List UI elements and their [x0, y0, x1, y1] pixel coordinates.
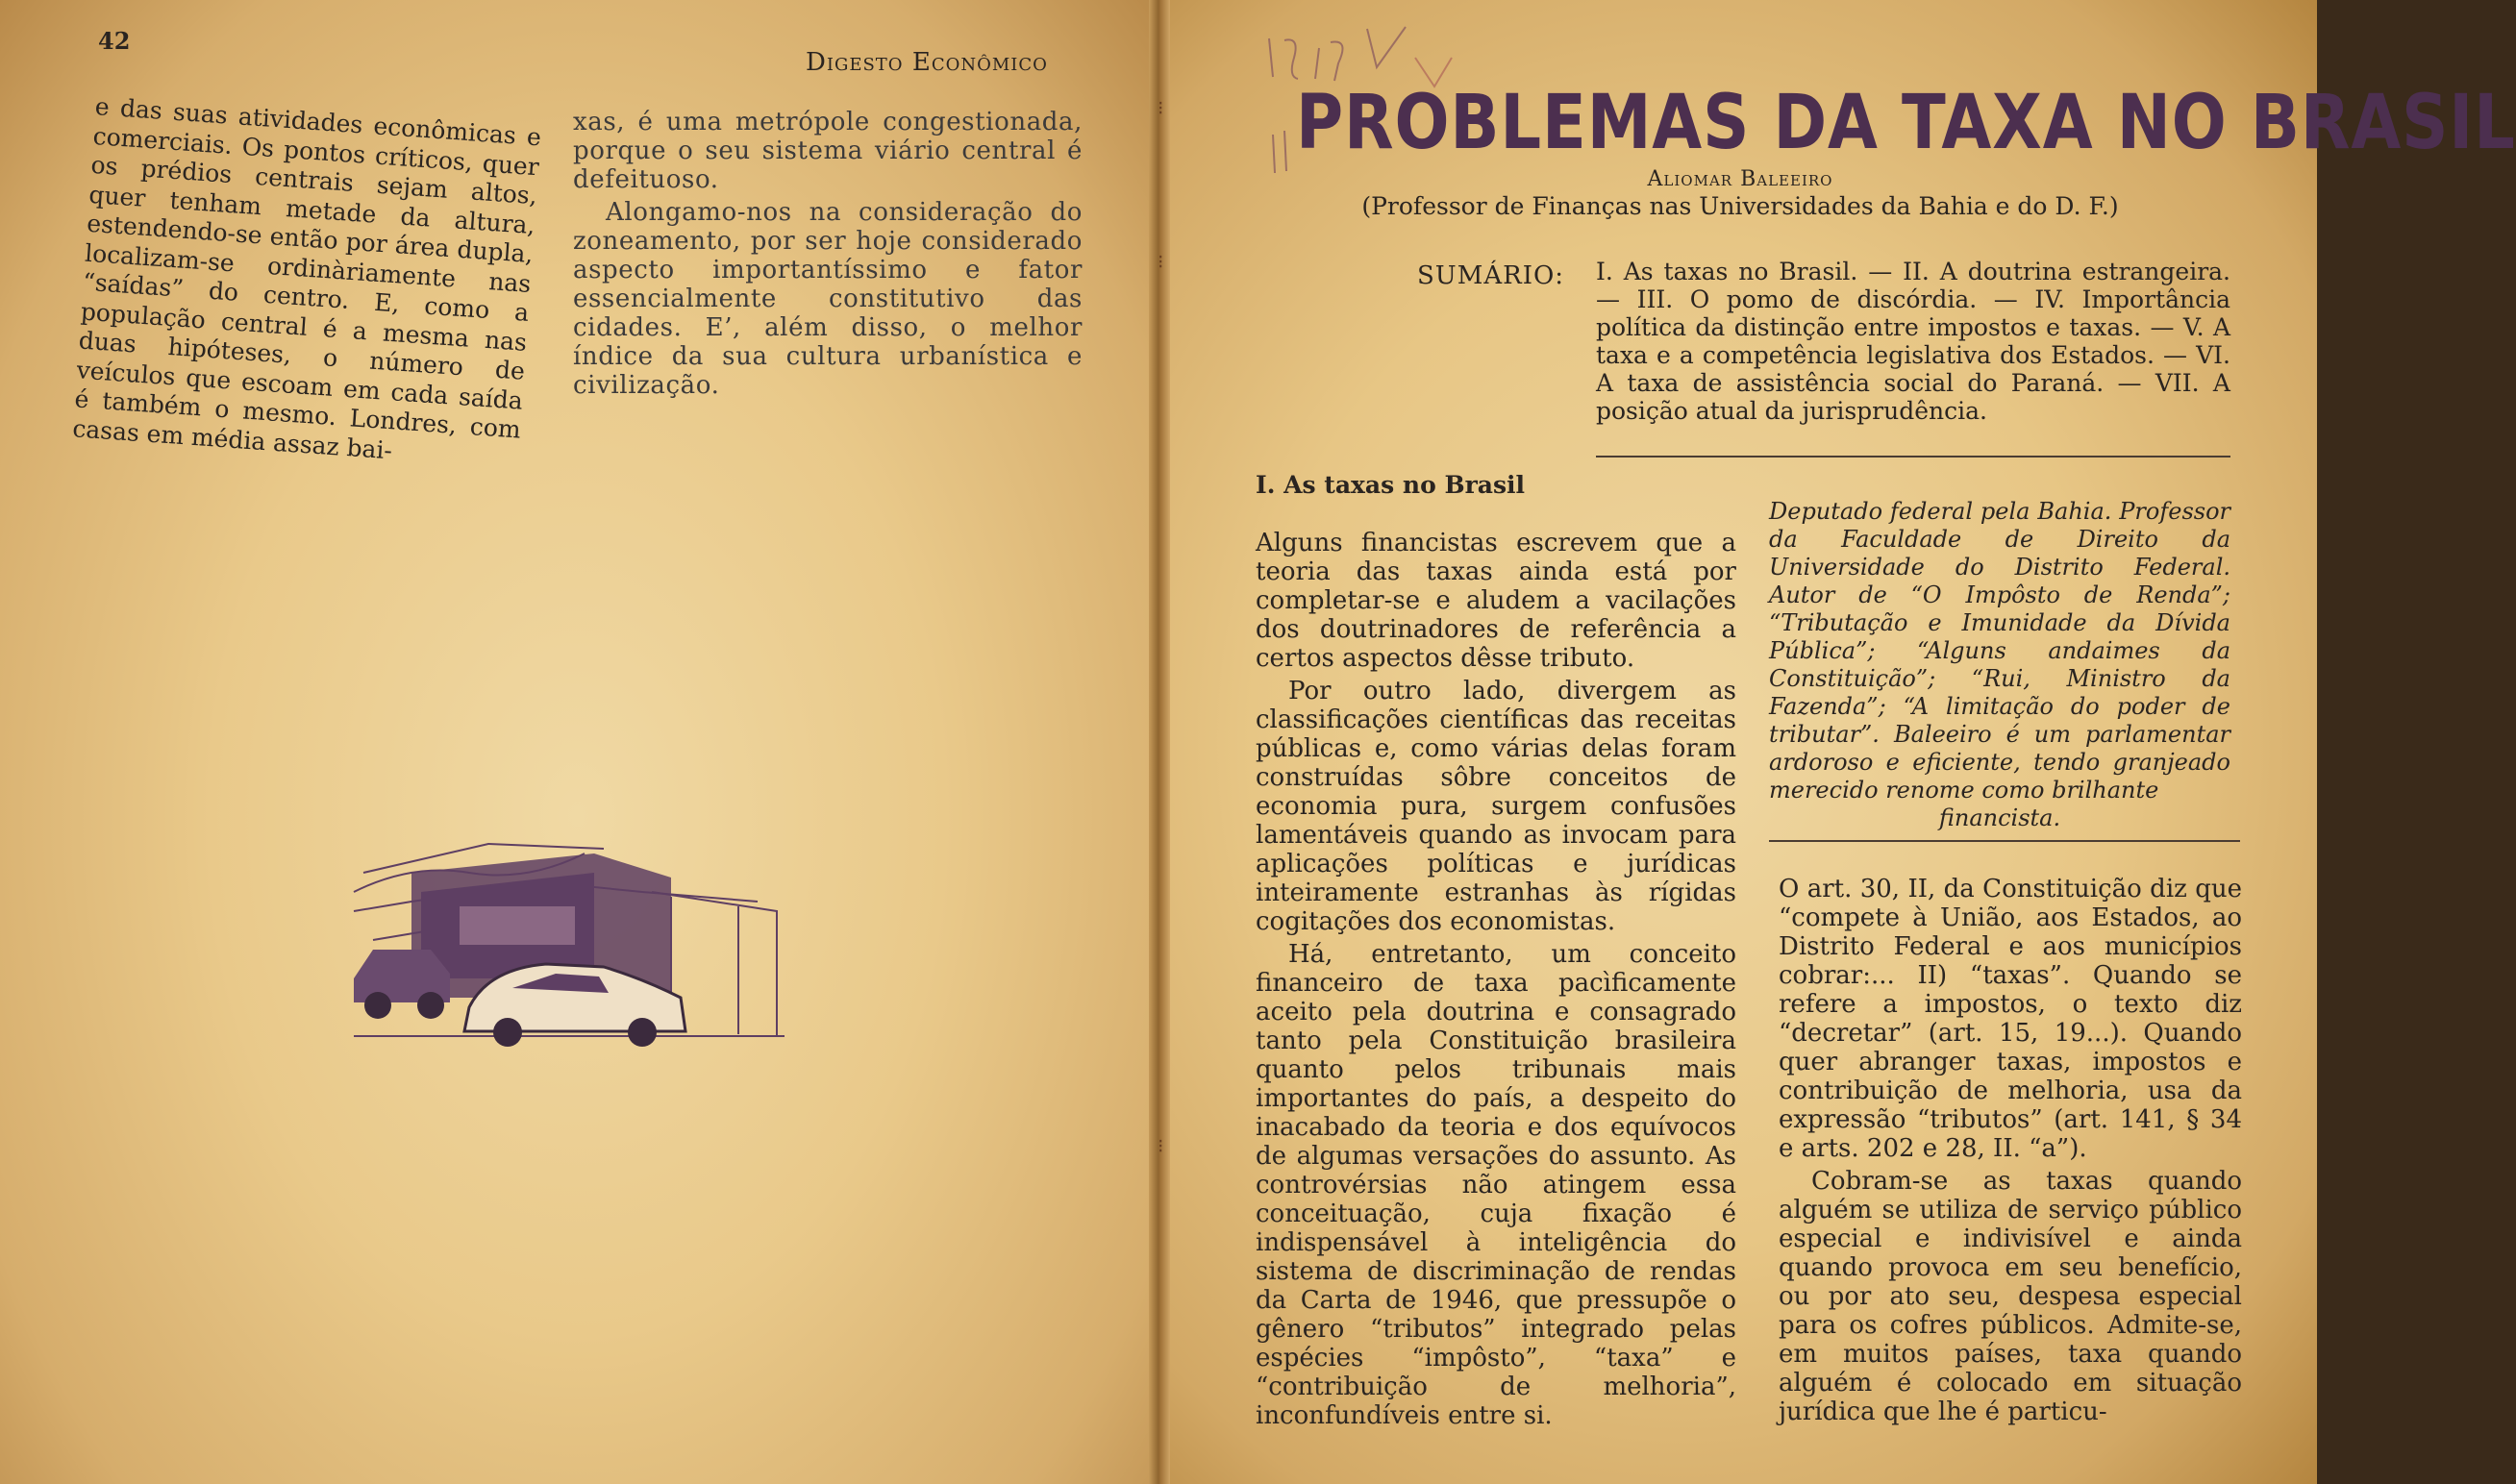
binding-stitch: ⁝ [1158, 96, 1164, 119]
section-heading: I. As taxas no Brasil [1256, 471, 1526, 499]
right-column-1 [1256, 529, 1736, 1430]
page-number: 42 [98, 27, 131, 55]
summary-label: SUMÁRIO: [1417, 261, 1565, 290]
paragraph: e das suas atividades econômicas e comerciais. Os pontos críticos, quer os prédios centrais sejam altos, quer tenham metade da altura, estendendo-se então por área dupla, localizam-se ordinàriamente nas “saídas” do centro. E, como a população central é a mesma nas duas hipóteses, o número de veículos que escoam em cada saída é também o mesmo. Londres, com casas em média assaz bai- [71, 92, 542, 464]
divider [1596, 456, 2230, 458]
left-column-1 [71, 92, 541, 475]
paragraph: Há, entretanto, um conceito financeiro de taxa pacìficamente aceito pela doutrina e consagrado tanto pela Constituição brasileira quanto pelos tribunais mais importantes do país, a despeito do inacabado da teoria e dos equívocos de algumas versações do assunto. As controvérsias não atingem essa conceituação, cuja fixação é indispensável à inteligência do sistema de discriminação de rendas da Carta de 1946, que pressupõe o gênero “tributos” integrado pelas espécies “impôsto”, “taxa” e “contribuição de melhoria”, inconfundíveis entre si. [1256, 940, 1736, 1430]
divider [1769, 840, 2240, 842]
article-title: PROBLEMAS DA TAXA NO BRASIL [1296, 80, 2516, 166]
binding-stitch: ⁝ [1158, 250, 1164, 273]
paragraph: Por outro lado, divergem as classificações científicas das receitas públicas e, como várias delas foram construídas sôbre conceitos de economia pura, surgem confusões lamentáveis quando as invocam para aplicações políticas e jurídicas inteiramente estranhas às rígidas cogitações dos economistas. [1256, 677, 1736, 936]
summary-text: I. As taxas no Brasil. — II. A doutrina estrangeira. — III. O pomo de discórdia. — IV. Importância política da distinção entre impostos e taxas. — V. A taxa e a competência legislativa dos Estados. — VI. A taxa de assistência social do Paraná. — VII. A posição atual da jurisprudência. [1596, 258, 2230, 425]
paragraph: Cobram-se as taxas quando alguém se utiliza de serviço público especial e indivisível e ainda quando provoca em seu benefício, ou por ato seu, despesa especial para os cofres públicos. Admite-se, em muitos países, taxa quando alguém é colocado em situação jurídica que lhe é particu- [1779, 1167, 2242, 1426]
running-head: Digesto Econômico [806, 48, 1048, 77]
paragraph: Alguns financistas escrevem que a teoria das taxas ainda está por completar-se e aludem a vacilações dos doutrinadores de referência a certos aspectos dêsse tributo. [1256, 529, 1736, 673]
author-bio [1769, 498, 2230, 832]
paragraph: Alongamo-nos na consideração do zoneamento, por ser hoje considerado aspecto importantíssimo e fator essencialmente constitutivo das cidades. E’, além disso, o melhor índice da sua cultura urbanística e civilização. [573, 198, 1083, 400]
binding-stitch: ⁝ [1158, 1134, 1164, 1157]
paragraph: xas, é uma metrópole congestionada, porque o seu sistema viário central é defeituoso. [573, 108, 1083, 194]
author-affiliation: (Professor de Finanças nas Universidades da Bahia e do D. F.) [1361, 192, 2119, 220]
bio-text: Deputado federal pela Bahia. Professor da Faculdade de Direito da Universidade do Distrito Federal. Autor de “O Impôsto de Renda”; “Tributação e Imunidade da Dívida Pública”; “Alguns andaimes da Constituição”; “Rui, Ministro da Fazenda”; “A limitação do poder de tributar”. Baleeiro é um parlamentar ardoroso e eficiente, tendo granjeado merecido renome como brilhante [1769, 498, 2230, 804]
book-gutter [1149, 0, 1170, 1484]
bio-text-end: financista. [1938, 804, 2061, 831]
author-name: Aliomar Baleeiro [1647, 167, 1833, 191]
street-scene-illustration [354, 805, 785, 1051]
left-column-2 [573, 108, 1083, 400]
paragraph: O art. 30, II, da Constituição diz que “compete à União, aos Estados, ao Distrito Federal e aos municípios cobrar:... II) “taxas”. Quando se refere a impostos, o texto diz “decretar” (art. 15, 19...). Quando quer abranger taxas, impostos e contribuição de melhoria, usa da expressão “tributos” (art. 141, § 34 e arts. 202 e 28, II. “a”). [1779, 875, 2242, 1163]
right-column-2 [1779, 875, 2242, 1426]
